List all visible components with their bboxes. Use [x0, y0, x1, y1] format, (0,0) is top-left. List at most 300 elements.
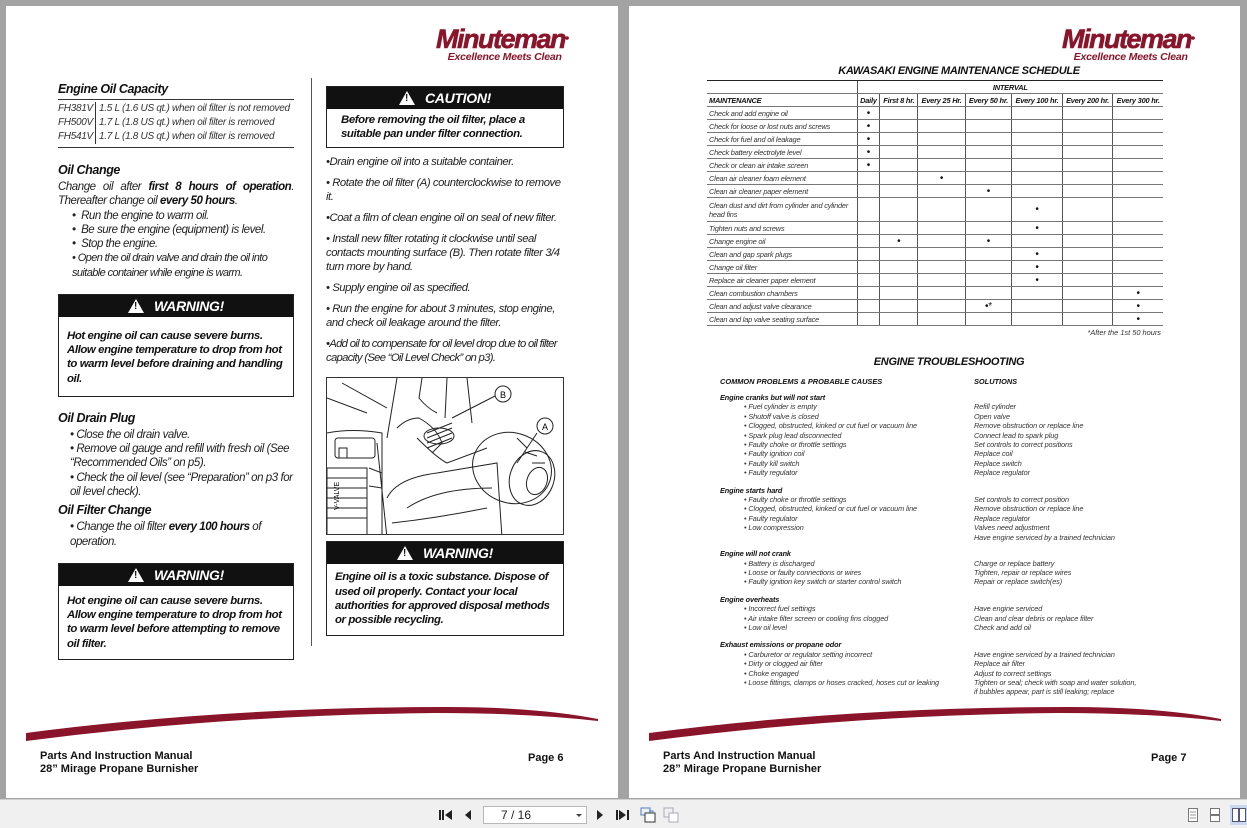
- interval-mark-cell: [965, 146, 1011, 159]
- cause-solution-row: [720, 514, 1160, 523]
- problem-group: [720, 393, 1160, 478]
- solution-text: Adjust to correct settings: [974, 668, 1052, 678]
- manual-title: Parts And Instruction Manual: [663, 750, 816, 762]
- cause-text: • Incorrect fuel settings: [744, 604, 816, 614]
- first-page-button[interactable]: [438, 807, 454, 823]
- cause-solution-row: [720, 669, 1160, 678]
- interval-mark-cell: [965, 159, 1011, 172]
- interval-mark-cell: [1113, 274, 1163, 287]
- interval-mark-cell: •: [1012, 274, 1063, 287]
- step-item: • Supply engine oil as specified.: [326, 282, 471, 295]
- chevron-down-icon: [576, 814, 582, 817]
- interval-mark-cell: [1062, 133, 1113, 146]
- single-page-view-button[interactable]: [1186, 807, 1200, 823]
- interval-mark-cell: [918, 222, 965, 235]
- interval-mark-cell: [1012, 185, 1063, 198]
- interval-mark-cell: [1062, 235, 1113, 248]
- interval-mark-cell: [965, 107, 1011, 120]
- manual-title: Parts And Instruction Manual: [40, 750, 193, 762]
- interval-mark-cell: [1062, 261, 1113, 274]
- cause-text: [720, 533, 974, 542]
- schedule-row: [707, 287, 1163, 300]
- footer-title: [663, 750, 821, 776]
- cause-solution-row: [720, 431, 1160, 440]
- cause-text: • Fuel cylinder is empty: [744, 402, 817, 412]
- brand-tagline: Excellence Meets Clean: [447, 51, 562, 63]
- warning-label: WARNING!: [423, 545, 493, 562]
- warning-header: [59, 564, 293, 586]
- cause-text: • Clogged, obstructed, kinked or cut fuel or vacuum line: [744, 504, 917, 514]
- viewer-toolbar: [0, 799, 1247, 828]
- oil-filter-illustration: [326, 377, 564, 535]
- interval-mark-cell: [857, 185, 880, 198]
- caution-label: CAUTION!: [424, 90, 492, 106]
- capacity-cell: 1.5 L (1.6 US qt.) when oil filter is not removed: [99, 103, 290, 114]
- solution-text: Have engine serviced by a trained technician: [974, 532, 1115, 542]
- interval-mark-cell: [1113, 120, 1163, 133]
- interval-mark-cell: [857, 287, 880, 300]
- interval-mark-cell: [1012, 300, 1063, 313]
- copy-view-button[interactable]: [662, 807, 680, 823]
- page-6: [6, 6, 618, 798]
- solution-text: Replace regulator: [974, 468, 1030, 478]
- capacity-row: [58, 130, 294, 144]
- task-cell: Clean air cleaner foam element: [707, 172, 857, 185]
- task-cell: Change oil filter: [707, 261, 857, 274]
- problem-group: [720, 486, 1160, 542]
- interval-mark-cell: [965, 248, 1011, 261]
- interval-mark-cell: [965, 172, 1011, 185]
- cause-text: • Shutoff valve is closed: [744, 411, 819, 421]
- interval-mark-cell: [965, 261, 1011, 274]
- task-cell: Check for loose or lost nuts and screws: [707, 120, 857, 133]
- cause-solution-row: [720, 577, 1160, 586]
- solution-text: Replace switch: [974, 458, 1022, 468]
- drain-plug-title: Oil Drain Plug: [58, 410, 136, 425]
- interval-mark-cell: [918, 107, 965, 120]
- capacity-cell: 1.7 L (1.8 US qt.) when oil filter is removed: [99, 131, 275, 142]
- bullet-item: • Be sure the engine (equipment) is level.: [72, 223, 266, 236]
- interval-mark-cell: [1062, 248, 1113, 261]
- cause-text: • Faulty choke or throttle settings: [744, 495, 847, 505]
- interval-mark-cell: •: [1113, 313, 1163, 326]
- column-header: Every 200 hr.: [1062, 94, 1113, 107]
- caution-header: [327, 87, 563, 109]
- column-header: Daily: [857, 94, 880, 107]
- interval-mark-cell: [857, 172, 880, 185]
- solution-text: Open valve: [974, 411, 1010, 421]
- interval-mark-cell: [918, 198, 965, 222]
- solution-text: Repair or replace switch(es): [974, 577, 1063, 587]
- solution-text: Tighten or seal; check with soap and water solution,: [974, 677, 1137, 687]
- interval-mark-cell: [1113, 172, 1163, 185]
- interval-mark-cell: •: [1012, 222, 1063, 235]
- interval-mark-cell: [1113, 248, 1163, 261]
- schedule-row: [707, 222, 1163, 235]
- solution-text: Have engine serviced: [974, 604, 1043, 614]
- interval-mark-cell: [918, 120, 965, 133]
- rotate-view-button[interactable]: [639, 807, 657, 823]
- problem-group-title: Engine will not crank: [720, 549, 791, 559]
- footer-swoosh-icon: [649, 701, 1229, 741]
- schedule-row: [707, 159, 1163, 172]
- solution-text: Clean and clear debris or replace filter: [974, 613, 1094, 623]
- filter-steps: [326, 155, 564, 365]
- next-page-icon: [596, 809, 604, 821]
- interval-mark-cell: [1012, 313, 1063, 326]
- interval-mark-cell: •: [1113, 287, 1163, 300]
- schedule-row: [707, 274, 1163, 287]
- cause-solution-row: [720, 687, 1160, 696]
- bullet-item: • Open the oil drain valve and drain the oil into suitable container while engine is warm.: [72, 252, 268, 279]
- intro-text: Change oil after: [58, 181, 149, 193]
- cause-solution-row: [720, 504, 1160, 513]
- task-cell: Check for fuel and oil leakage: [707, 133, 857, 146]
- interval-mark-cell: [918, 274, 965, 287]
- troubleshooting-list: [720, 393, 1160, 705]
- interval-mark-cell: [1113, 146, 1163, 159]
- intro-text: .: [234, 195, 238, 208]
- cause-solution-row: [720, 650, 1160, 659]
- solution-text: if bubbles appear, part is still leaking; replace: [974, 687, 1115, 697]
- capacity-row: [58, 116, 294, 130]
- interval-mark-cell: [965, 274, 1011, 287]
- interval-mark-cell: [965, 133, 1011, 146]
- rotate-view-icon: [640, 807, 656, 823]
- solution-text: Connect lead to spark plug: [974, 430, 1059, 440]
- cause-solution-row: [720, 614, 1160, 623]
- solution-text: Replace air filter: [974, 659, 1025, 669]
- interval-mark-cell: [1012, 146, 1063, 159]
- solution-text: Check and add oil: [974, 622, 1031, 632]
- continuous-view-button[interactable]: [1208, 807, 1222, 823]
- solution-text: Charge or replace battery: [974, 558, 1055, 568]
- step-item: •Add oil to compensate for oil level drop due to oil filter capacity (See “Oil Level Check” on p3).: [326, 338, 557, 365]
- interval-mark-cell: [1113, 107, 1163, 120]
- intro-emphasis: every 50 hours: [159, 195, 235, 208]
- last-page-icon: [616, 809, 630, 821]
- interval-mark-cell: [918, 235, 965, 248]
- cause-text: • Air intake filter screen or cooling fins clogged: [744, 613, 889, 623]
- warning-header: [327, 542, 563, 564]
- interval-mark-cell: [918, 313, 965, 326]
- schedule-row: [707, 107, 1163, 120]
- task-cell: Tighten nuts and screws: [707, 222, 857, 235]
- column-header: Every 25 Hr.: [918, 94, 965, 107]
- column-header: Every 50 hr.: [965, 94, 1011, 107]
- interval-mark-cell: [857, 261, 880, 274]
- interval-mark-cell: [1012, 120, 1063, 133]
- cause-solution-row: [720, 523, 1160, 532]
- solution-text: Tighten, repair or replace wires: [974, 567, 1072, 577]
- interval-mark-cell: [1062, 185, 1113, 198]
- cause-solution-row: [720, 459, 1160, 468]
- interval-mark-cell: [1062, 107, 1113, 120]
- cause-solution-row: [720, 659, 1160, 668]
- interval-mark-cell: [965, 120, 1011, 133]
- task-cell: Clean and lap valve seating surface: [707, 313, 857, 326]
- interval-mark-cell: [880, 300, 918, 313]
- cause-text: • Faulty ignition key switch or starter control switch: [744, 577, 902, 587]
- footer-title: [40, 750, 198, 776]
- footer-swoosh-icon: [26, 701, 606, 741]
- interval-mark-cell: [857, 274, 880, 287]
- interval-mark-cell: [1012, 287, 1063, 300]
- interval-mark-cell: [1062, 274, 1113, 287]
- cause-text: • Clogged, obstructed, kinked or cut fuel or vacuum line: [744, 421, 917, 431]
- capacity-row: [58, 102, 294, 116]
- problem-group-title: Engine overheats: [720, 594, 780, 604]
- interval-mark-cell: [857, 300, 880, 313]
- cause-text: • Loose or faulty connections or wires: [744, 567, 862, 577]
- interval-mark-cell: [1062, 146, 1113, 159]
- interval-mark-cell: [857, 313, 880, 326]
- interval-mark-cell: [918, 146, 965, 159]
- page-number-value: 7 / 16: [501, 808, 532, 822]
- schedule-title: KAWASAKI ENGINE MAINTENANCE SCHEDULE: [838, 65, 1080, 77]
- minuteman-logo: Minuteman● Excellence Meets Clean: [436, 24, 568, 63]
- interval-mark-cell: [880, 198, 918, 222]
- model-cell: FH541V: [58, 130, 96, 144]
- cause-text: [720, 687, 974, 696]
- task-cell: Clean and adjust valve clearance: [707, 300, 857, 313]
- schedule-row: [707, 146, 1163, 159]
- interval-mark-cell: [880, 146, 918, 159]
- interval-mark-cell: [965, 198, 1011, 222]
- right-column: [326, 86, 564, 636]
- brand-name: Minuteman: [1062, 24, 1192, 54]
- task-cell: Clean combustion chambers: [707, 287, 857, 300]
- interval-mark-cell: [1062, 172, 1113, 185]
- cause-text: • Choke engaged: [744, 668, 799, 678]
- oil-change-bullets: [58, 209, 294, 252]
- task-cell: Clean dust and dirt from cylinder and cylinder head fins: [707, 198, 857, 222]
- cause-solution-row: [720, 468, 1160, 477]
- cause-text: • Faulty regulator: [744, 513, 798, 523]
- interval-mark-cell: [1113, 222, 1163, 235]
- interval-mark-cell: [880, 185, 918, 198]
- interval-mark-cell: [1062, 287, 1113, 300]
- page-number: Page 7: [1151, 752, 1187, 764]
- schedule-row: [707, 133, 1163, 146]
- left-column: [58, 82, 294, 660]
- solution-text: Valves need adjustment: [974, 523, 1050, 533]
- interval-mark-cell: [1062, 313, 1113, 326]
- bullet-item: • Remove oil gauge and refill with fresh oil (See “Recommended Oils” on p5).: [70, 443, 290, 470]
- schedule-row: [707, 300, 1163, 313]
- schedule-row: [707, 261, 1163, 274]
- filter-change-text: • Change the oil filter every 100 hours of operation.: [70, 521, 261, 548]
- solution-text: Set controls to correct positions: [974, 440, 1073, 450]
- interval-mark-cell: [857, 235, 880, 248]
- column-header: First 8 hr.: [880, 94, 918, 107]
- troubleshooting-title: ENGINE TROUBLESHOOTING: [873, 356, 1025, 368]
- interval-mark-cell: •: [1113, 300, 1163, 313]
- problem-group: [720, 595, 1160, 633]
- brand-name: Minuteman: [436, 24, 566, 54]
- interval-mark-cell: [1113, 198, 1163, 222]
- interval-mark-cell: •: [1012, 248, 1063, 261]
- interval-mark-cell: [965, 222, 1011, 235]
- next-page-button[interactable]: [594, 807, 606, 823]
- bullet-item: • Check the oil level (see “Preparation” on p3 for oil level check).: [70, 471, 293, 499]
- column-header-row: [707, 94, 1163, 107]
- filter-change-title: Oil Filter Change: [58, 503, 152, 518]
- interval-mark-cell: •*: [965, 300, 1011, 313]
- maintenance-header: MAINTENANCE: [707, 94, 857, 107]
- intro-emphasis: first 8 hours of operation: [148, 181, 292, 193]
- schedule-row: [707, 185, 1163, 198]
- cause-text: • Carburetor or regulator setting incorrect: [744, 649, 873, 659]
- step-item: • Run the engine for about 3 minutes, stop engine, and check oil leakage around the filter.: [326, 303, 555, 330]
- warning-text: Hot engine oil can cause severe burns. Allow engine temperature to drop from hot to warm level before attempting to remove oil filter.: [67, 594, 282, 650]
- solution-text: Remove obstruction or replace line: [974, 504, 1084, 514]
- interval-mark-cell: •: [857, 146, 880, 159]
- interval-mark-cell: •: [1012, 198, 1063, 222]
- schedule-row: [707, 172, 1163, 185]
- interval-mark-cell: [880, 248, 918, 261]
- oil-change-intro: [58, 180, 294, 209]
- interval-mark-cell: [918, 261, 965, 274]
- cause-solution-row: [720, 402, 1160, 411]
- cause-solution-row: [720, 421, 1160, 430]
- cause-solution-row: [720, 678, 1160, 687]
- cause-solution-row: [720, 533, 1160, 542]
- interval-mark-cell: [857, 222, 880, 235]
- cause-solution-row: [720, 568, 1160, 577]
- cause-text: • Loose fittings, clamps or hoses cracked, hoses cut or leaking: [744, 677, 940, 687]
- problem-group: [720, 549, 1160, 587]
- intro-text: . Thereafter change oil: [58, 181, 294, 208]
- product-name: 28” Mirage Propane Burnisher: [40, 763, 199, 775]
- last-page-button[interactable]: [615, 807, 631, 823]
- interval-mark-cell: [918, 133, 965, 146]
- solutions-header: SOLUTIONS: [974, 377, 1018, 386]
- cause-text: • Faulty choke or throttle settings: [744, 440, 847, 450]
- problem-group-title: Engine starts hard: [720, 485, 783, 495]
- bullet-item: • Close the oil drain valve.: [70, 428, 190, 441]
- minuteman-logo: Minuteman● Excellence Meets Clean: [1062, 24, 1194, 63]
- warning-triangle-icon: [128, 568, 144, 582]
- previous-page-button[interactable]: [462, 807, 474, 823]
- interval-mark-cell: [1113, 185, 1163, 198]
- cause-text: • Battery is discharged: [744, 558, 815, 568]
- interval-mark-cell: [1012, 159, 1063, 172]
- cause-text: • Dirty or clogged air filter: [744, 659, 823, 669]
- solution-text: Replace regulator: [974, 513, 1030, 523]
- cause-solution-row: [720, 604, 1160, 613]
- model-cell: FH381V: [58, 102, 96, 116]
- interval-mark-cell: [918, 248, 965, 261]
- engine-filter-diagram-icon: [327, 378, 564, 535]
- interval-mark-cell: •: [857, 159, 880, 172]
- warning-triangle-icon: [128, 299, 144, 313]
- bullet-item: • Stop the engine.: [72, 238, 158, 251]
- interval-mark-cell: [880, 159, 918, 172]
- interval-mark-cell: •: [965, 185, 1011, 198]
- task-cell: Replace air cleaner paper element: [707, 274, 857, 287]
- interval-mark-cell: [1113, 261, 1163, 274]
- column-header: Every 300 hr.: [1113, 94, 1163, 107]
- warning-label: WARNING!: [154, 566, 224, 583]
- interval-mark-cell: [880, 120, 918, 133]
- interval-mark-cell: [880, 222, 918, 235]
- warning-header: [59, 295, 293, 317]
- brand-tagline: Excellence Meets Clean: [1073, 51, 1188, 63]
- column-header: Every 100 hr.: [1012, 94, 1063, 107]
- page-number-dropdown[interactable]: [483, 806, 587, 824]
- column-divider: [311, 78, 312, 646]
- solution-text: Remove obstruction or replace line: [974, 421, 1084, 431]
- callout-b: B: [499, 390, 507, 401]
- task-cell: Check battery electrolyte level: [707, 146, 857, 159]
- solution-text: Have engine serviced by a trained technician: [974, 649, 1115, 659]
- cause-text: • Faulty regulator: [744, 468, 798, 478]
- caution-box: [326, 86, 564, 148]
- interval-mark-cell: [857, 248, 880, 261]
- interval-mark-cell: [880, 261, 918, 274]
- oil-capacity-title: Engine Oil Capacity: [58, 82, 168, 96]
- cause-text: • Spark plug lead disconnected: [744, 430, 842, 440]
- interval-mark-cell: [1062, 198, 1113, 222]
- task-cell: Change engine oil: [707, 235, 857, 248]
- interval-mark-cell: •: [857, 107, 880, 120]
- warning-box-toxic: [326, 541, 564, 636]
- interval-mark-cell: •: [1012, 261, 1063, 274]
- caution-text: Before removing the oil filter, place a suitable pan under filter connection.: [341, 114, 525, 141]
- warning-triangle-icon: [399, 91, 415, 105]
- problems-header: COMMON PROBLEMS & PROBABLE CAUSES: [720, 377, 883, 386]
- interval-mark-cell: [880, 274, 918, 287]
- cause-solution-row: [720, 412, 1160, 421]
- schedule-row: [707, 198, 1163, 222]
- interval-mark-cell: [880, 172, 918, 185]
- interval-mark-cell: [1062, 120, 1113, 133]
- solution-text: Replace coil: [974, 449, 1013, 459]
- interval-mark-cell: •: [857, 133, 880, 146]
- cause-solution-row: [720, 623, 1160, 632]
- two-page-icon: [1232, 808, 1246, 822]
- cause-text: • Faulty kill switch: [744, 458, 800, 468]
- capacity-cell: 1.7 L (1.8 US qt.) when oil filter is removed: [99, 117, 275, 128]
- page-number: Page 6: [528, 752, 564, 764]
- model-cell: FH500V: [58, 116, 96, 130]
- interval-mark-cell: [880, 107, 918, 120]
- warning-label: WARNING!: [154, 298, 224, 315]
- interval-mark-cell: [1062, 159, 1113, 172]
- cause-text: • Low oil level: [744, 622, 787, 632]
- problem-group: [720, 640, 1160, 696]
- interval-mark-cell: [918, 159, 965, 172]
- schedule-footnote: *After the 1st 50 hours: [1087, 328, 1161, 337]
- two-page-view-button[interactable]: [1230, 805, 1247, 825]
- cause-text: • Low compression: [744, 523, 804, 533]
- cause-text: • Faulty ignition coil: [744, 449, 805, 459]
- interval-mark-cell: [880, 287, 918, 300]
- interval-mark-cell: [1113, 159, 1163, 172]
- task-cell: Check or clean air intake screen: [707, 159, 857, 172]
- solution-text: Set controls to correct position: [974, 495, 1069, 505]
- drain-plug-bullets: [58, 428, 294, 499]
- cause-solution-row: [720, 559, 1160, 568]
- task-cell: Clean air cleaner paper element: [707, 185, 857, 198]
- maintenance-schedule-table: [707, 80, 1163, 326]
- cause-solution-row: [720, 449, 1160, 458]
- interval-mark-cell: [918, 185, 965, 198]
- first-page-icon: [439, 809, 453, 821]
- interval-mark-cell: [880, 133, 918, 146]
- task-cell: Clean and gap spark plugs: [707, 248, 857, 261]
